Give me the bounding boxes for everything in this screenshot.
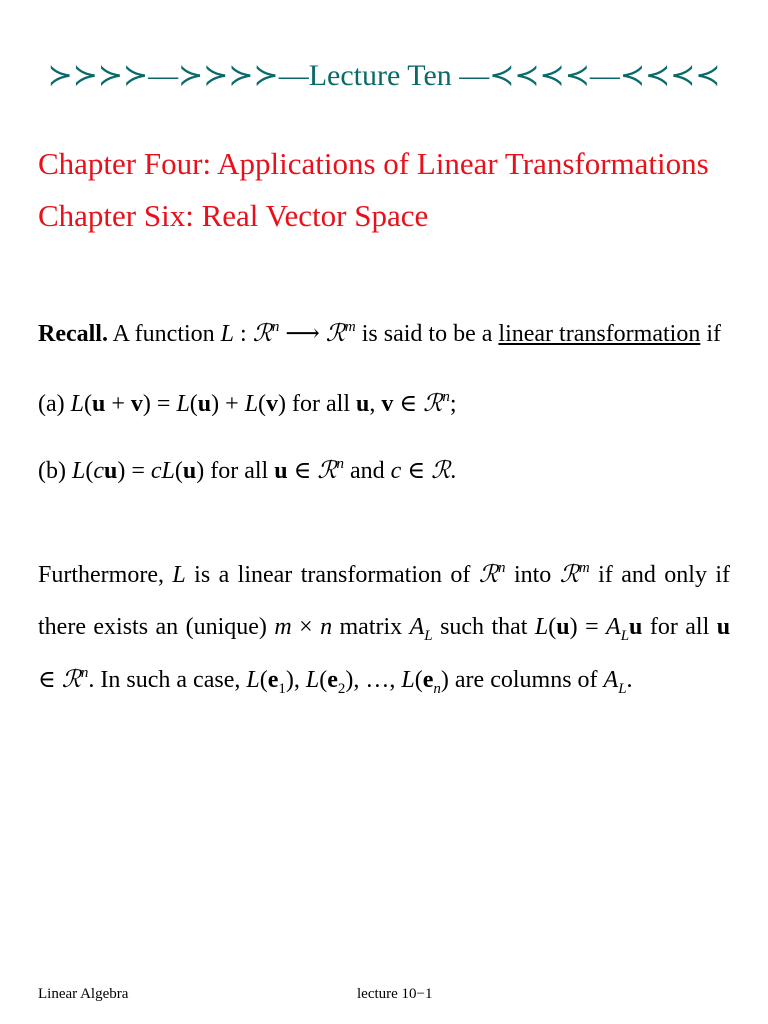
function-expression: L : ℛ$^n$ ⟶ ℛ$^m$ bbox=[220, 319, 356, 347]
condition-a bbox=[38, 388, 730, 419]
matrix-AL: $A_L$ bbox=[409, 614, 433, 644]
recall-text-after: if bbox=[706, 321, 722, 347]
condition-a-text: for all bbox=[292, 391, 351, 417]
condition-b bbox=[38, 455, 730, 486]
space-rn: ℛ$^n$ bbox=[478, 560, 506, 588]
furthermore-text-7: for all bbox=[649, 614, 710, 640]
furthermore-text-9: are columns of bbox=[454, 667, 598, 693]
u-in-rn: u ∈ ℛ$^n$ bbox=[38, 614, 731, 693]
lecture-header: ≻≻≻≻—≻≻≻≻—Lecture Ten —≺≺≺≺—≺≺≺≺ bbox=[47, 59, 721, 92]
furthermore-text-6: such that bbox=[440, 614, 528, 640]
homogeneity-equation: L(cu) = cL(u) bbox=[71, 458, 205, 484]
furthermore-paragraph bbox=[38, 548, 730, 706]
matrix-size: m × n bbox=[274, 614, 333, 640]
condition-b-text1: for all bbox=[210, 458, 269, 484]
scalar-condition: c ∈ ℛ. bbox=[390, 456, 457, 484]
additivity-equation: L(u + v) = L(u) + L(v) bbox=[70, 391, 287, 417]
basis-images: $L(e_1)$, $L(e_2)$, …, $L(e_n)$ bbox=[246, 667, 449, 697]
recall-text-before: A function bbox=[112, 321, 215, 347]
footer-page-number: lecture 10−1 bbox=[357, 986, 433, 1002]
chapter-titles bbox=[38, 138, 709, 242]
chapter-four-title: Chapter Four: Applications of Linear Transformations bbox=[38, 146, 709, 181]
matrix-equation: $L(u) = A_Lu$ bbox=[534, 614, 643, 644]
condition-a-label: (a) bbox=[38, 391, 65, 417]
recall-paragraph bbox=[38, 318, 730, 349]
space-rm: ℛ$^m$ bbox=[559, 560, 590, 588]
recall-text-mid: is said to be a bbox=[361, 321, 493, 347]
footer-course: Linear Algebra bbox=[38, 986, 129, 1002]
furthermore-text-4: if and only if there exists an (unique) bbox=[38, 562, 731, 640]
recall-label: Recall. bbox=[38, 321, 108, 347]
symbol-L: L bbox=[172, 562, 186, 588]
furthermore-text-8: . In such a case, bbox=[88, 667, 241, 693]
furthermore-word: Furthermore, bbox=[38, 562, 164, 588]
furthermore-text-3: into bbox=[513, 562, 552, 588]
condition-b-quantifier: u ∈ ℛ$^n$ bbox=[274, 456, 345, 484]
furthermore-text-2: is a linear transformation of bbox=[194, 562, 471, 588]
condition-b-text2: and bbox=[350, 458, 385, 484]
chapter-six-title: Chapter Six: Real Vector Space bbox=[38, 198, 429, 233]
matrix-AL-end: $A_L$. bbox=[603, 667, 633, 697]
condition-a-quantifier: u, v ∈ ℛ$^n$; bbox=[356, 389, 457, 417]
furthermore-text-5: matrix bbox=[339, 614, 403, 640]
linear-transformation-term: linear transformation bbox=[498, 321, 701, 347]
condition-b-label: (b) bbox=[38, 458, 66, 484]
